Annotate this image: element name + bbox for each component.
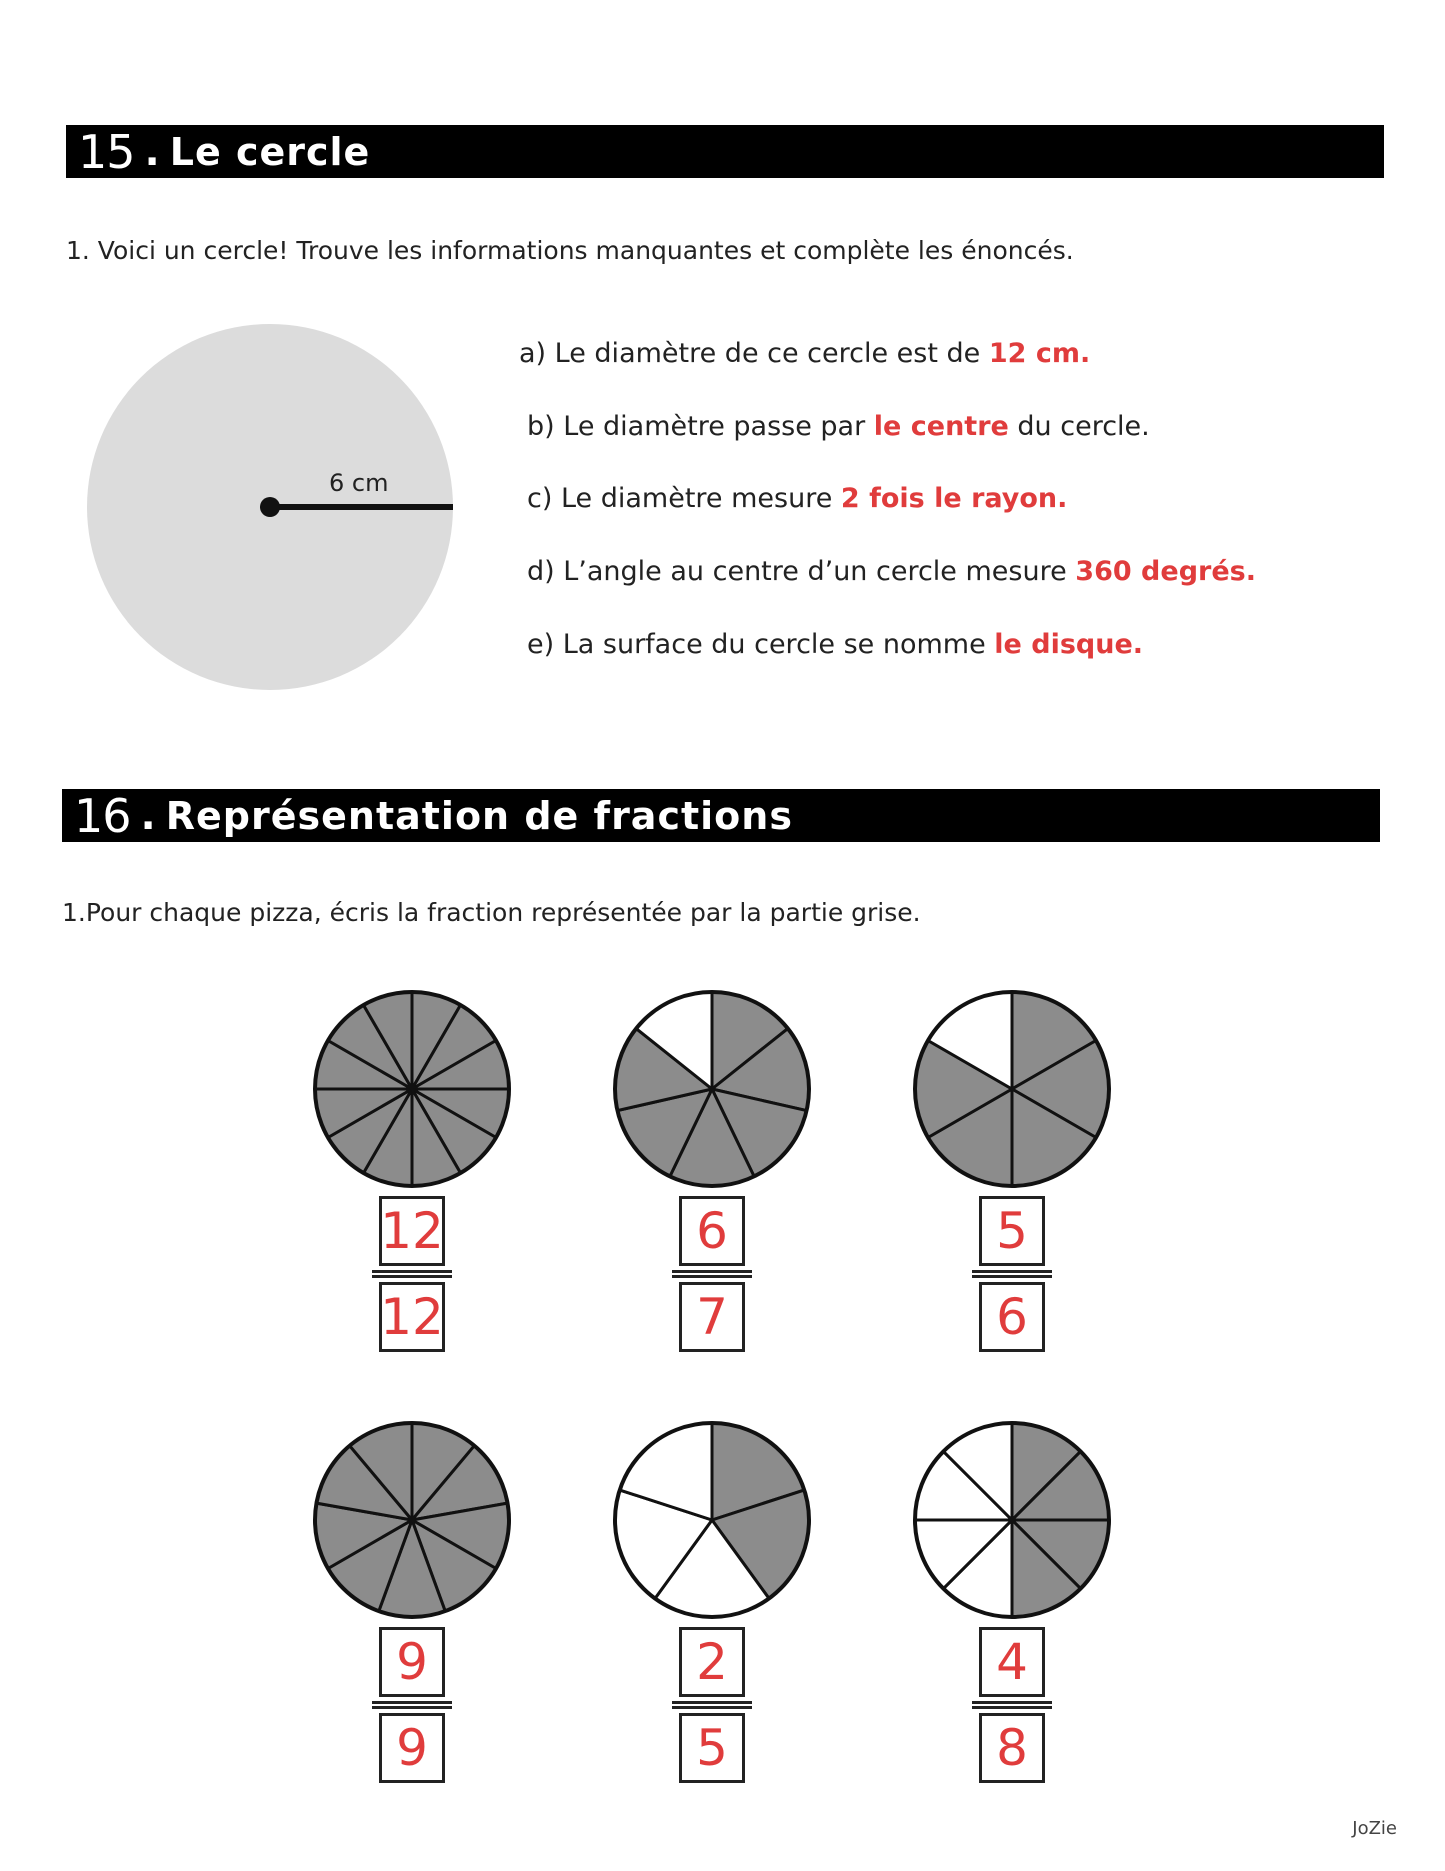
denominator-box: 7 bbox=[679, 1282, 745, 1352]
statement-c bbox=[527, 483, 1067, 514]
pizza-5 bbox=[610, 1418, 814, 1622]
statement-e bbox=[527, 629, 1143, 660]
footer-signature: JoZie bbox=[1352, 1818, 1397, 1839]
statement-answer: le centre bbox=[873, 411, 1009, 442]
section-dot: . bbox=[140, 792, 156, 839]
section-15-header bbox=[66, 125, 1384, 178]
section-16-instruction: 1.Pour chaque pizza, écris la fraction représentée par la partie grise. bbox=[62, 898, 921, 927]
section-title: Le cercle bbox=[169, 129, 371, 174]
fraction-bar bbox=[972, 1270, 1052, 1278]
statement-suffix: du cercle. bbox=[1008, 411, 1150, 442]
fraction-bar bbox=[672, 1270, 752, 1278]
fraction-bar bbox=[372, 1701, 452, 1709]
statement-answer: le disque. bbox=[994, 629, 1144, 660]
section-number: 15 bbox=[78, 124, 135, 179]
denominator-box: 12 bbox=[379, 1282, 445, 1352]
statement-text: a) Le diamètre de ce cercle est de bbox=[519, 338, 989, 369]
section-dot: . bbox=[144, 128, 160, 175]
pizza-2 bbox=[610, 987, 814, 1191]
radius-label: 6 cm bbox=[329, 469, 389, 497]
numerator-box: 12 bbox=[379, 1196, 445, 1266]
section-number: 16 bbox=[74, 788, 131, 843]
statement-d bbox=[527, 556, 1256, 587]
fraction-bar bbox=[672, 1701, 752, 1709]
denominator-box: 5 bbox=[679, 1713, 745, 1783]
statement-b bbox=[527, 411, 1150, 442]
pizza-3 bbox=[910, 987, 1114, 1191]
fraction-bar bbox=[972, 1701, 1052, 1709]
numerator-box: 2 bbox=[679, 1627, 745, 1697]
pizza-4 bbox=[310, 1418, 514, 1622]
statement-answer: 12 cm. bbox=[988, 338, 1091, 369]
statement-text: e) La surface du cercle se nomme bbox=[527, 629, 995, 660]
circle-diagram bbox=[86, 322, 466, 702]
fraction-bar bbox=[372, 1270, 452, 1278]
numerator-box: 9 bbox=[379, 1627, 445, 1697]
denominator-box: 6 bbox=[979, 1282, 1045, 1352]
denominator-box: 9 bbox=[379, 1713, 445, 1783]
statement-answer: 360 degrés. bbox=[1075, 556, 1256, 587]
statement-text: b) Le diamètre passe par bbox=[527, 411, 874, 442]
section-16-header bbox=[62, 789, 1380, 842]
statement-answer: 2 fois le rayon. bbox=[840, 483, 1068, 514]
pizza-1 bbox=[310, 987, 514, 1191]
denominator-box: 8 bbox=[979, 1713, 1045, 1783]
numerator-box: 4 bbox=[979, 1627, 1045, 1697]
statement-text: c) Le diamètre mesure bbox=[527, 483, 841, 514]
numerator-box: 6 bbox=[679, 1196, 745, 1266]
center-point bbox=[260, 497, 280, 517]
section-title: Représentation de fractions bbox=[165, 793, 793, 838]
statement-text: d) L’angle au centre d’un cercle mesure bbox=[527, 556, 1076, 587]
statement-a bbox=[519, 338, 1090, 369]
pizza-6 bbox=[910, 1418, 1114, 1622]
section-15-instruction: 1. Voici un cercle! Trouve les informations manquantes et complète les énoncés. bbox=[66, 236, 1074, 265]
numerator-box: 5 bbox=[979, 1196, 1045, 1266]
